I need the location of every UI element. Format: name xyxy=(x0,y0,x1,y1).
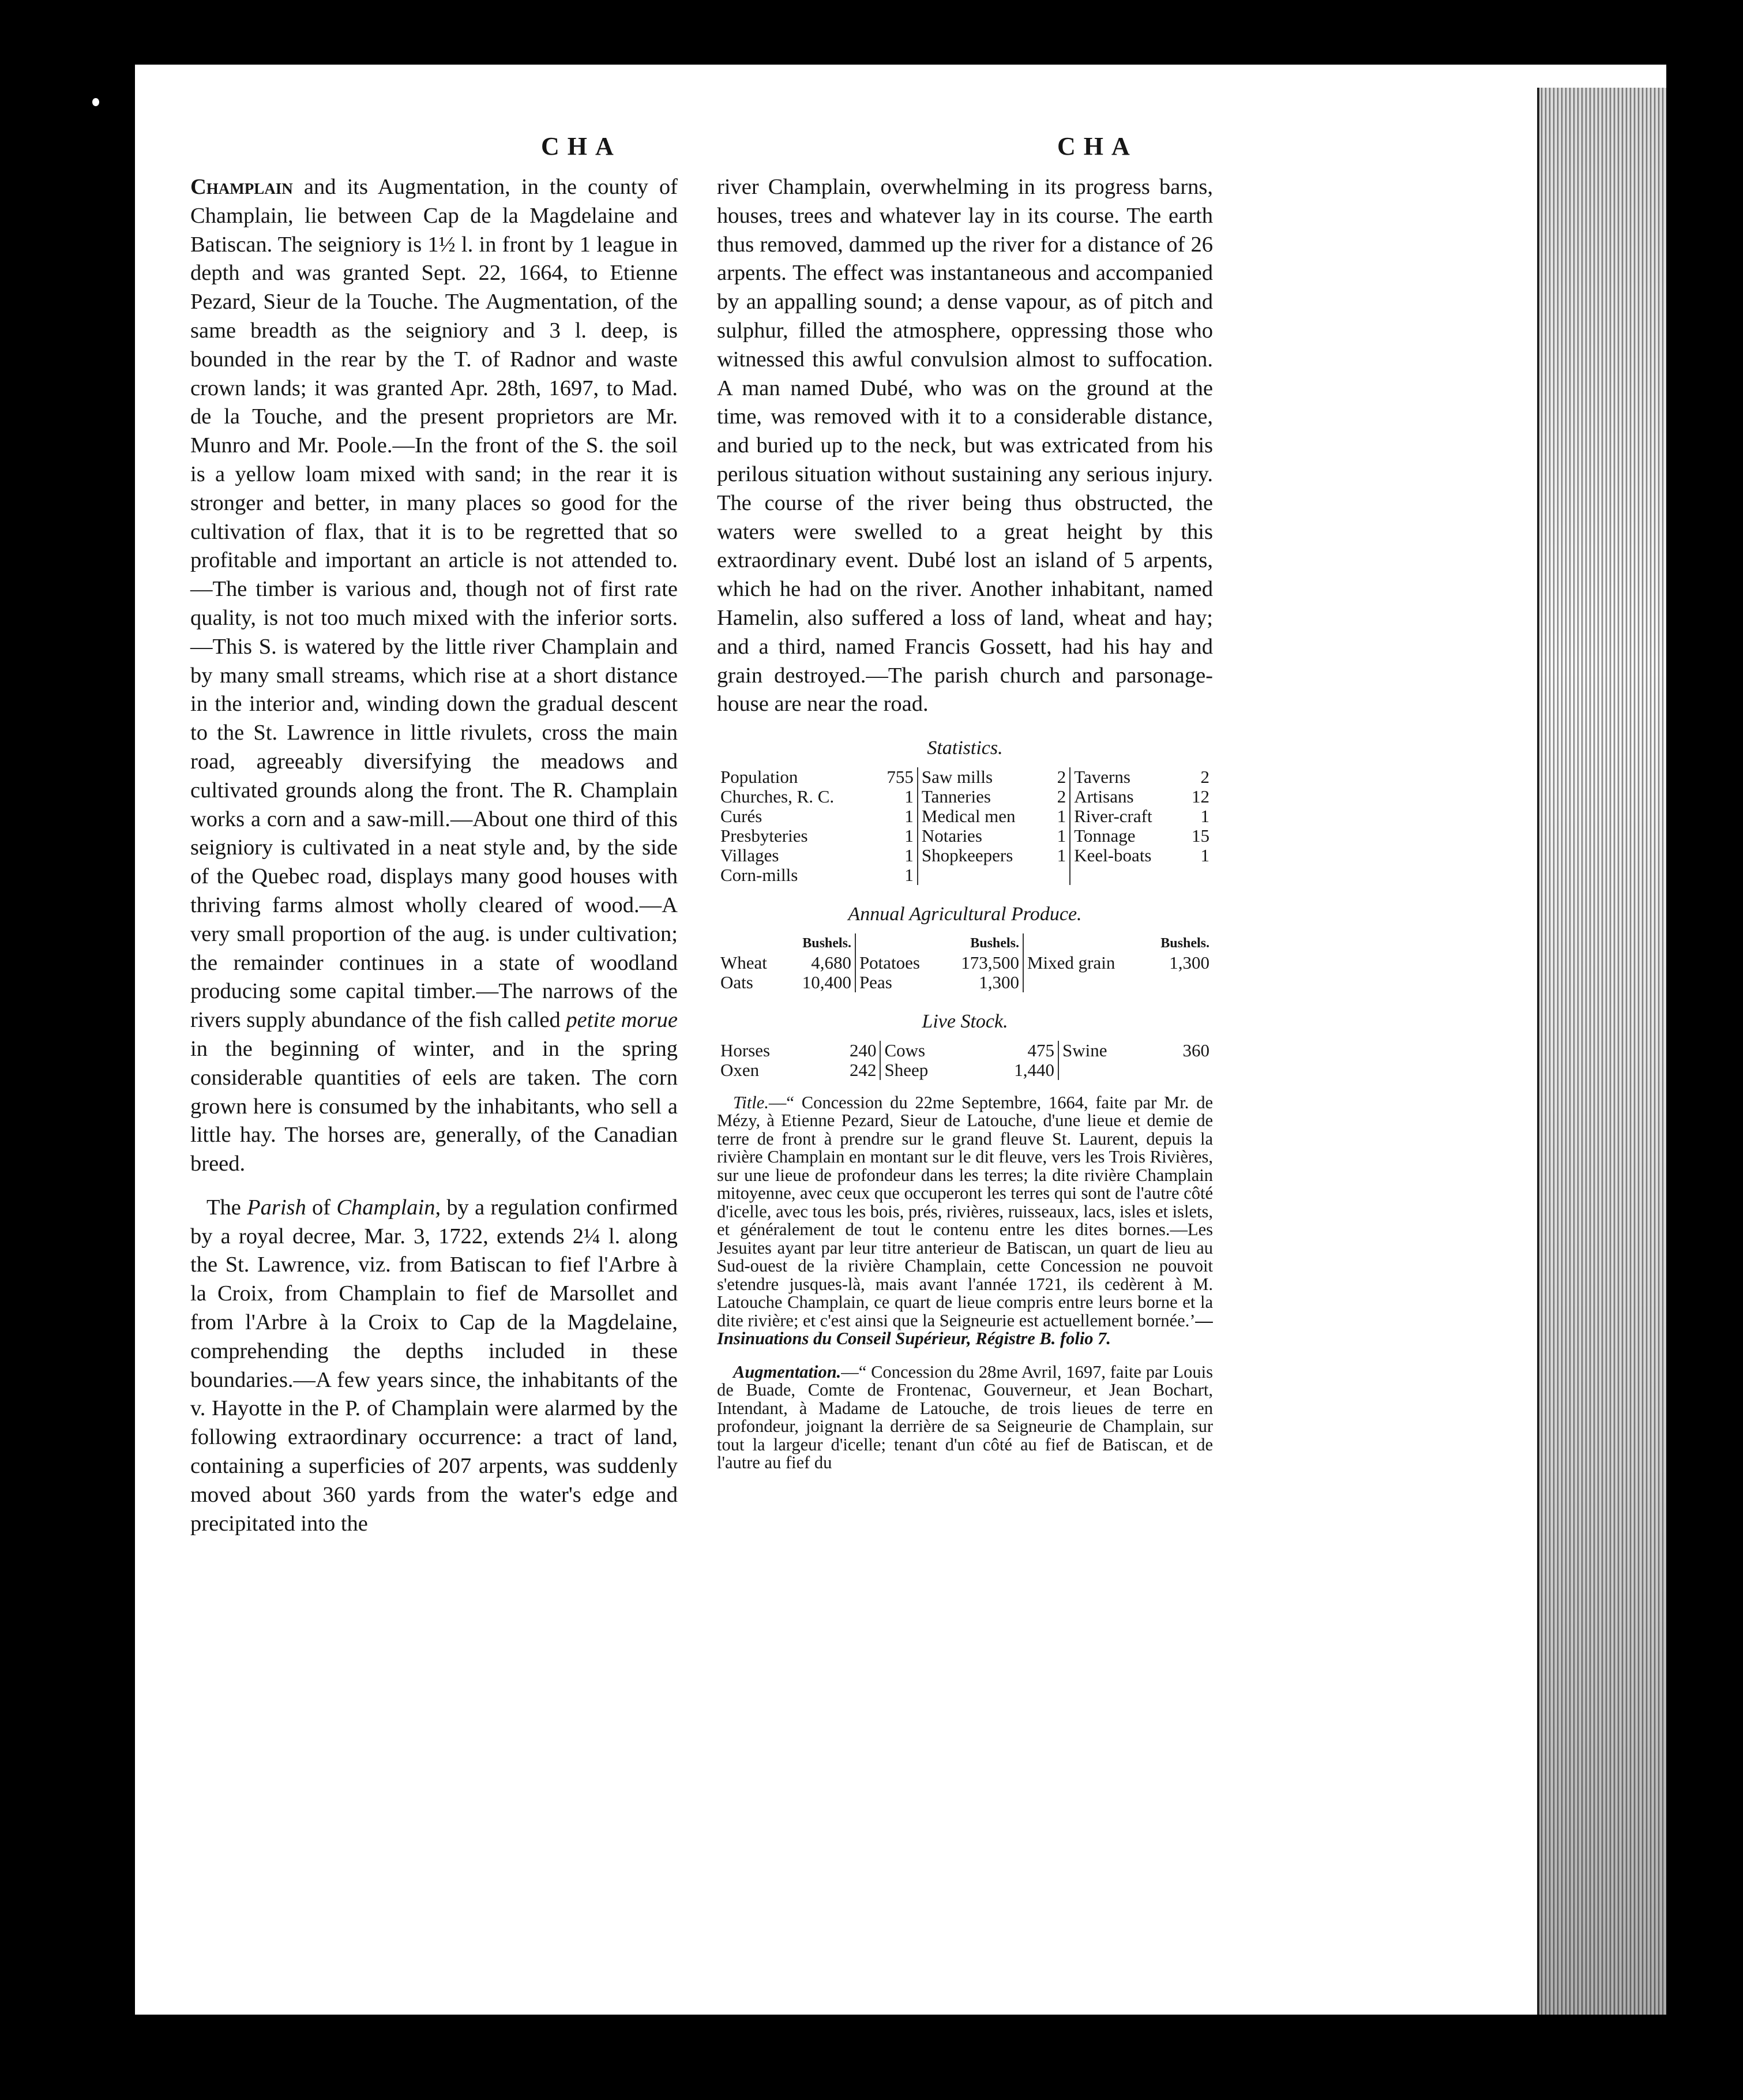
item-value xyxy=(1143,973,1213,992)
statistics-title: Statistics. xyxy=(927,737,1003,759)
margin-mark xyxy=(92,98,99,106)
page-fore-edge xyxy=(1537,88,1666,2015)
item-value: 4,680 xyxy=(784,953,855,973)
item-value: 1 xyxy=(873,787,918,807)
item-label: River-craft xyxy=(1074,805,1152,826)
table-row xyxy=(717,846,1213,865)
item-value: 1 xyxy=(873,846,918,865)
item-label: Tanneries xyxy=(921,786,991,807)
item-label: Horses xyxy=(720,1040,771,1060)
item-label: Peas xyxy=(859,972,892,992)
livestock-table xyxy=(717,1041,1213,1080)
item-label: Curés xyxy=(720,805,762,826)
item-value: 1,440 xyxy=(972,1060,1058,1080)
item-value xyxy=(1049,865,1070,885)
produce-table xyxy=(717,933,1213,992)
entry-heading: Champlain xyxy=(190,175,293,199)
table-row xyxy=(717,865,1213,885)
statistics-table xyxy=(717,767,1213,885)
produce-title: Annual Agricultural Produce. xyxy=(848,903,1082,925)
running-head-left: CHA xyxy=(541,132,622,160)
item-value: 1 xyxy=(1049,846,1070,865)
left-column xyxy=(190,173,678,1538)
item-value: 1 xyxy=(1200,845,1209,865)
table-row xyxy=(717,767,1213,787)
item-label: Tonnage xyxy=(1074,825,1136,846)
item-label: Corn-mills xyxy=(720,864,798,885)
item-value: 2 xyxy=(1049,787,1070,807)
table-row xyxy=(717,953,1213,973)
item-value: 242 xyxy=(818,1060,880,1080)
item-value: 755 xyxy=(873,767,918,787)
item-label: Sheep xyxy=(884,1059,929,1080)
item-label: Cows xyxy=(884,1040,926,1060)
item-value: 1 xyxy=(873,865,918,885)
table-row xyxy=(717,787,1213,807)
item-value: 1 xyxy=(1200,805,1209,826)
paragraph-landslide: river Champlain, overwhelming in its progress barns, houses, trees and whatever lay in its course. The earth thus removed, dammed up the river for a distance of 26 arpents. The effect was instantaneous and accompanied by an appalling sound; a dense vapour, as of pitch and sulphur, filled the atmosphere, oppressing those who witnessed this awful convulsion almost to suffocation. A man named Dubé, who was on the ground at the time, was removed with it to a considerable distance, and buried up to the neck, but was extricated from his perilous situation without sustaining any serious injury. The course of the river being thus obstructed, the waters were swelled to a great height by this extraordinary event. Dubé lost an island of 5 arpents, which he had on the river. Another inhabitant, named Hamelin, also suffered a loss of land, wheat and hay; and a third, named Francis Gossett, had his hay and grain destroyed.—The parish church and parsonage-house are near the road. xyxy=(717,175,1213,717)
item-label: Shopkeepers xyxy=(921,845,1013,865)
item-value: 173,500 xyxy=(941,953,1023,973)
item-label xyxy=(1058,1060,1152,1080)
item-value: 1 xyxy=(1049,807,1070,826)
table-row xyxy=(717,973,1213,992)
item-value: 1,300 xyxy=(1169,952,1209,973)
item-label: Taverns xyxy=(1074,766,1130,787)
unit-label: Bushels. xyxy=(941,933,1023,953)
item-label xyxy=(1023,973,1143,992)
item-value: 15 xyxy=(1192,825,1209,846)
item-value: 1 xyxy=(873,807,918,826)
item-value: 12 xyxy=(1192,786,1209,807)
item-label: Keel-boats xyxy=(1074,845,1152,865)
item-label: Potatoes xyxy=(859,952,920,973)
unit-label: Bushels. xyxy=(1160,935,1209,951)
title-note: Title.—“ Concession du 22me Septembre, 1664, faite par Mr. de Mézy, à Etienne Pezard, Sieur de Latouche, d'une lieue et demie de terre de front à prendre sur le grand fleuve St. Laurent, depuis la rivière Champlain en montant sur le dit fleuve, vers les Trois Rivières, sur une lieue de profondeur dans les terres; la dite rivière Champlain mitoyenne, avec ceux que occuperont les terres qui sont de l'autre côté d'icelle, avec tous les bois, prés, rivières, ruisseaux, lacs, isles et islets, et généralement de tout le contenu entre les dites bornes.—Les Jesuites ayant par leur titre anterieur de Batiscan, un quart de lieu au Sud-ouest de la rivière Champlain, cette Concession ne pouvoit s'etendre jusques-là, mais avant l'année 1721, ils cedèrent à M. Latouche Champlain, ce quart de lieue compris entre leurs borne et la dite rivière; et c'est ainsi que la Seigneurie est actuellement bornée.’—Insinuations du Conseil Supérieur, Régistre B. folio 7. xyxy=(717,1092,1214,1349)
paragraph-champlain: Champlain and its Augmentation, in the county of Champlain, lie between Cap de la Magdelaine and Batiscan. The seigniory is 1½ l. in front by 1 league in depth and was granted Sept. 22, 1664, to Etienne Pezard, Sieur de la Touche. The Augmentation, of the same breadth as the seigniory and 3 l. deep, is bounded in the rear by the T. of Radnor and waste crown lands; it was granted Apr. 28th, 1697, to Mad. de la Touche, and the present proprietors are Mr. Munro and Mr. Poole.—In the front of the S. the soil is a yellow loam mixed with sand; in the rear it is stronger and better, in many places so good for the cultivation of flax, that it is to be regretted that so profitable and important an article is not attended to.—The timber is various and, though not of first rate quality, is not too much mixed with the inferior sorts.—This S. is watered by the little river Champlain and by many small streams, which rise at a short distance in the interior and, winding down the gradual descent to the St. Lawrence in little rivulets, cross the main road, agreeably diversifying the meadows and cultivated grounds along the front. The R. Champlain works a corn and a saw-mill.—About one third of this seigniory is cultivated in a neat style and, by the side of the Quebec road, displays many good houses with thriving farms almost wholly cleared of wood.—A very small proportion of the aug. is under cultivation; the remainder continues in a state of woodland producing some capital timber.—The narrows of the rivers supply abundance of the fish called petite morue in the beginning of winter, and in the spring considerable quantities of eels are taken. The corn grown here is consumed by the inhabitants, who sell a little hay. The horses are, generally, of the Canadian breed. xyxy=(190,175,678,1176)
item-label: Swine xyxy=(1062,1040,1107,1060)
livestock-title: Live Stock. xyxy=(922,1010,1008,1032)
table-row xyxy=(717,807,1213,826)
table-row xyxy=(717,826,1213,846)
item-label: Wheat xyxy=(720,952,767,973)
item-label: Churches, R. C. xyxy=(720,786,835,807)
item-value: 2 xyxy=(1200,766,1209,787)
item-value: 2 xyxy=(1049,767,1070,787)
item-value xyxy=(1152,1060,1213,1080)
item-label: Oxen xyxy=(720,1059,760,1080)
augmentation-note: Augmentation.—“ Concession du 28me Avril, 1697, faite par Louis de Buade, Comte de Frontenac, Gouverneur, et Jean Bochart, Intendant, à Madame de Latouche, de trois lieues de terre en profondeur, joignant la derrière de sa Seigneurie de Champlain, sur tout la largeur d'icelle; tenant d'un côté au fief de Batiscan, et de l'autre au fief du xyxy=(717,1362,1213,1473)
item-label: Population xyxy=(720,766,798,787)
item-value: 1 xyxy=(1049,826,1070,846)
item-label: Mixed grain xyxy=(1027,952,1115,973)
table-row xyxy=(717,1060,1213,1080)
item-value: 1,300 xyxy=(941,973,1023,992)
item-label: Medical men xyxy=(921,805,1016,826)
right-column xyxy=(717,173,1213,1472)
item-value: 240 xyxy=(818,1041,880,1060)
item-label: Villages xyxy=(720,845,779,865)
item-value: 360 xyxy=(1182,1040,1209,1060)
item-value: 10,400 xyxy=(784,973,855,992)
item-label xyxy=(1070,865,1181,885)
item-label: Saw mills xyxy=(921,766,993,787)
item-value: 1 xyxy=(873,826,918,846)
table-row xyxy=(717,1041,1213,1060)
item-label: Presbyteries xyxy=(720,825,808,846)
running-head-right: CHA xyxy=(1057,132,1138,160)
item-label xyxy=(918,865,1049,885)
item-label: Oats xyxy=(720,972,753,992)
item-value xyxy=(1181,865,1213,885)
unit-label: Bushels. xyxy=(784,933,855,953)
concession-notes xyxy=(717,1094,1213,1472)
item-label: Notaries xyxy=(921,825,982,846)
item-value: 475 xyxy=(972,1041,1058,1060)
paragraph-parish: The Parish of Champlain, by a regulation confirmed by a royal decree, Mar. 3, 1722, extends 2¼ l. along the St. Lawrence, viz. from Batiscan to fief l'Arbre à la Croix, from Champlain to fief de Marsollet and from l'Arbre à la Croix to Cap de la Magdelaine, comprehending the depths included in these boundaries.—A few years since, the inhabitants of the v. Hayotte in the P. of Champlain were alarmed by the following extraordinary occurrence: a tract of land, containing a superficies of 207 arpents, was suddenly moved about 360 yards from the water's edge and precipitated into the xyxy=(190,1195,678,1536)
item-label: Artisans xyxy=(1074,786,1134,807)
